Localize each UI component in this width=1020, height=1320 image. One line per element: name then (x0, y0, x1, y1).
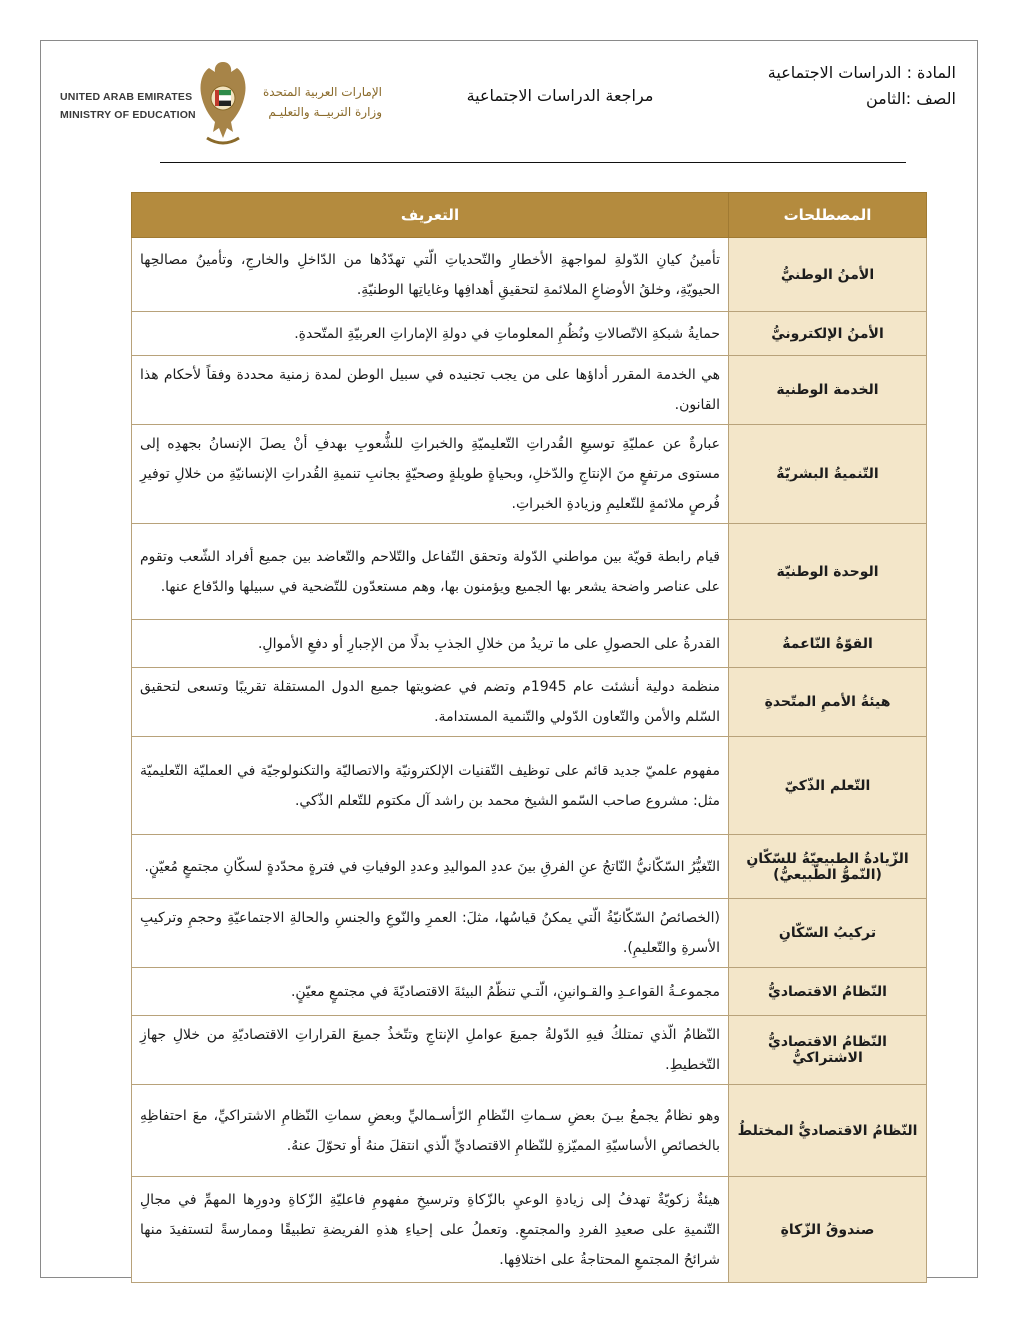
grade-label: الصف :الثامن (865, 89, 956, 108)
definition-cell: النّظامُ الّذي تمتلكُ فيهِ الدّولةُ جميعَ عواملِ الإنتاجِ وتتّخذُ جميعَ القراراتِ الاقتصاديّةِ من خلالِ جهازِ التّخطيطِ. (132, 1016, 729, 1085)
definition-cell: تأمينُ كيانِ الدّولةِ لمواجهةِ الأخطارِ والتّحدياتِ الّتي تهدّدُها من الدّاخلِ والخارجِ، وتأمينُ مصالحِها الحيويّةِ، وخلقُ الأوضاعِ الملائمةِ لتحقيقِ أهدافِها وغاياتِها الوطنيّةِ. (132, 238, 729, 312)
definition-cell: (الخصائصُ السّكّانيّةُ الّتي يمكنُ قياسُها، مثلَ: العمرِ والنّوعِ والجنسِ والحالةِ الاجتماعيّةِ وحجمِ وتركيبِ الأسرةِ والتّعليمِ). (132, 899, 729, 968)
table-row (132, 968, 927, 1016)
ministry-ar-line-2: وزارة التربيــة والتعليـم (268, 105, 382, 119)
page-header (40, 40, 978, 170)
term-cell: النّظامُ الاقتصاديُّ (729, 968, 927, 1016)
column-header-definition: التعريف (132, 193, 729, 238)
document-title: مراجعة الدراسات الاجتماعية (466, 86, 654, 105)
definition-cell: هي الخدمة المقرر أداؤها على من يجب تجنيده في سبيل الوطن لمدة زمنية محددة وفقاً لأحكام هذا القانون. (132, 356, 729, 425)
definition-cell: هيئةٌ زكويّةٌ تهدفُ إلى زيادةِ الوعيِ بالزّكاةِ وترسيخِ مفهومِ فاعليّةِ الزّكاةِ ودورِها المهمِّ في مجالِ التّنميةِ على صعيدِ الفردِ والمجتمعِ. وتعملُ على إحياءِ هذهِ الفريضةِ تطبيقًا وممارسةً لتستفيدَ منها شرائحُ المجتمعِ المحتاجةُ على اختلافِها. (132, 1177, 729, 1283)
definition-cell: مجموعـةُ القواعـدِ والقـوانينِ، الّتـي تنظّمُ البيئةَ الاقتصاديّةَ في مجتمعٍ معيّنٍ. (132, 968, 729, 1016)
uae-emblem-icon (195, 58, 251, 150)
ministry-en-line-2: MINISTRY OF EDUCATION (60, 109, 196, 121)
definition-cell: منظمة دولية أنشئت عام 1945م وتضم في عضويتها جميع الدول المستقلة تقريبًا وتسعى لتحقيق السّلم والأمن والتّعاون الدّولي والتّنمية المستدامة. (132, 668, 729, 737)
term-cell: النّظامُ الاقتصاديُّ المختلطُ (729, 1085, 927, 1177)
table-row (132, 620, 927, 668)
term-cell: القوّةُ النّاعمةُ (729, 620, 927, 668)
definition-cell: التّغيُّرُ السّكّانيُّ النّاتجُ عنِ الفرقِ بينَ عددِ المواليدِ وعددِ الوفياتِ في فترةٍ محدّدةٍ لسكّانِ مجتمعٍ مُعيّنٍ. (132, 835, 729, 899)
term-cell: التّنميةُ البشريّةُ (729, 425, 927, 524)
definition-cell: قيام رابطة قويّة بين مواطني الدّولة وتحقق التّفاعل والتّلاحم والتّعاضد بين جميع أفراد الشّعب وتقوم على عناصر واضحة يشعر بها الجميع ويؤمنون بها، وهم مستعدّون للتّضحية في سبيلها والدّفاع عنها. (132, 524, 729, 620)
ministry-name-english (60, 88, 196, 124)
ministry-ar-line-1: الإمارات العربية المتحدة (263, 85, 382, 99)
term-cell: الوحدة الوطنيّة (729, 524, 927, 620)
table-header-row (132, 193, 927, 238)
header-divider (160, 162, 906, 163)
table-row (132, 1177, 927, 1283)
subject-label: المادة : الدراسات الاجتماعية (767, 63, 956, 82)
term-cell: تركيبُ السّكّانِ (729, 899, 927, 968)
definition-cell: القدرةُ على الحصولِ على ما تريدُ من خلالِ الجذبِ بدلًا من الإجبارِ أو دفعِ الأموالِ. (132, 620, 729, 668)
table-row (132, 668, 927, 737)
ministry-name-arabic (262, 82, 382, 122)
table-row (132, 524, 927, 620)
table-row (132, 899, 927, 968)
table-row (132, 835, 927, 899)
table-row (132, 425, 927, 524)
term-cell: الزّيادةُ الطبيعيّةُ للسّكّانِ (النّموُّ الطّبيعيُّ) (729, 835, 927, 899)
column-header-terms: المصطلحات (729, 193, 927, 238)
term-cell: الأمنُ الوطنيُّ (729, 238, 927, 312)
ministry-en-line-1: UNITED ARAB EMIRATES (60, 91, 193, 103)
table-row (132, 356, 927, 425)
definition-cell: وهو نظامٌ يجمعُ بيـنَ بعضِ سـماتِ النّظامِ الرّأسـماليِّ وبعضِ سماتِ النّظامِ الاشتراكيِّ، معَ احتفاظِهِ بالخصائصِ الأساسيّةِ المميّزةِ للنّظامِ الاقتصاديِّ الّذي انتقلَ منهُ أو تحوّلَ عنهُ. (132, 1085, 729, 1177)
term-cell: الأمنُ الإلكترونيُّ (729, 312, 927, 356)
subject-grade-block (768, 60, 956, 112)
term-cell: النّظامُ الاقتصاديُّ الاشتراكيُّ (729, 1016, 927, 1085)
term-cell: التّعلم الذّكيّ (729, 737, 927, 835)
table-row (132, 1016, 927, 1085)
table-row (132, 1085, 927, 1177)
term-cell: الخدمة الوطنية (729, 356, 927, 425)
table-row (132, 238, 927, 312)
table-row (132, 312, 927, 356)
term-cell: صندوقُ الزّكاةِ (729, 1177, 927, 1283)
term-cell: هيئةُ الأممِ المتّحدةِ (729, 668, 927, 737)
table-row (132, 737, 927, 835)
definition-cell: مفهوم علميّ جديد قائم على توظيف التّقنيات الإلكترونيّة والاتصاليّة والتكنولوجيّة في العمليّة التّعليميّة مثل: مشروع صاحب السّمو الشيخ محمد بن راشد آل مكتوم للتّعلم الذّكي. (132, 737, 729, 835)
definition-cell: حمايةُ شبكةِ الاتّصالاتِ ونُظُمِ المعلوماتِ في دولةِ الإماراتِ العربيّةِ المتّحدةِ. (132, 312, 729, 356)
terms-table (131, 192, 927, 1283)
definition-cell: عبارةٌ عن عمليّةِ توسيعِ القُدراتِ التّعليميّةِ والخبراتِ للشُّعوبِ بهدفِ أنْ يصلَ الإنسانُ بجهدِه إلى مستوى مرتفعٍ منَ الإنتاجِ والدّخلِ، وبحياةٍ طويلةٍ وصحيّةٍ بجانبِ تنميةِ القُدراتِ الإنسانيّةِ من خلالِ توفيرِ فُرصٍ ملائمةٍ للتّعليمِ وزيادةِ الخبراتِ. (132, 425, 729, 524)
